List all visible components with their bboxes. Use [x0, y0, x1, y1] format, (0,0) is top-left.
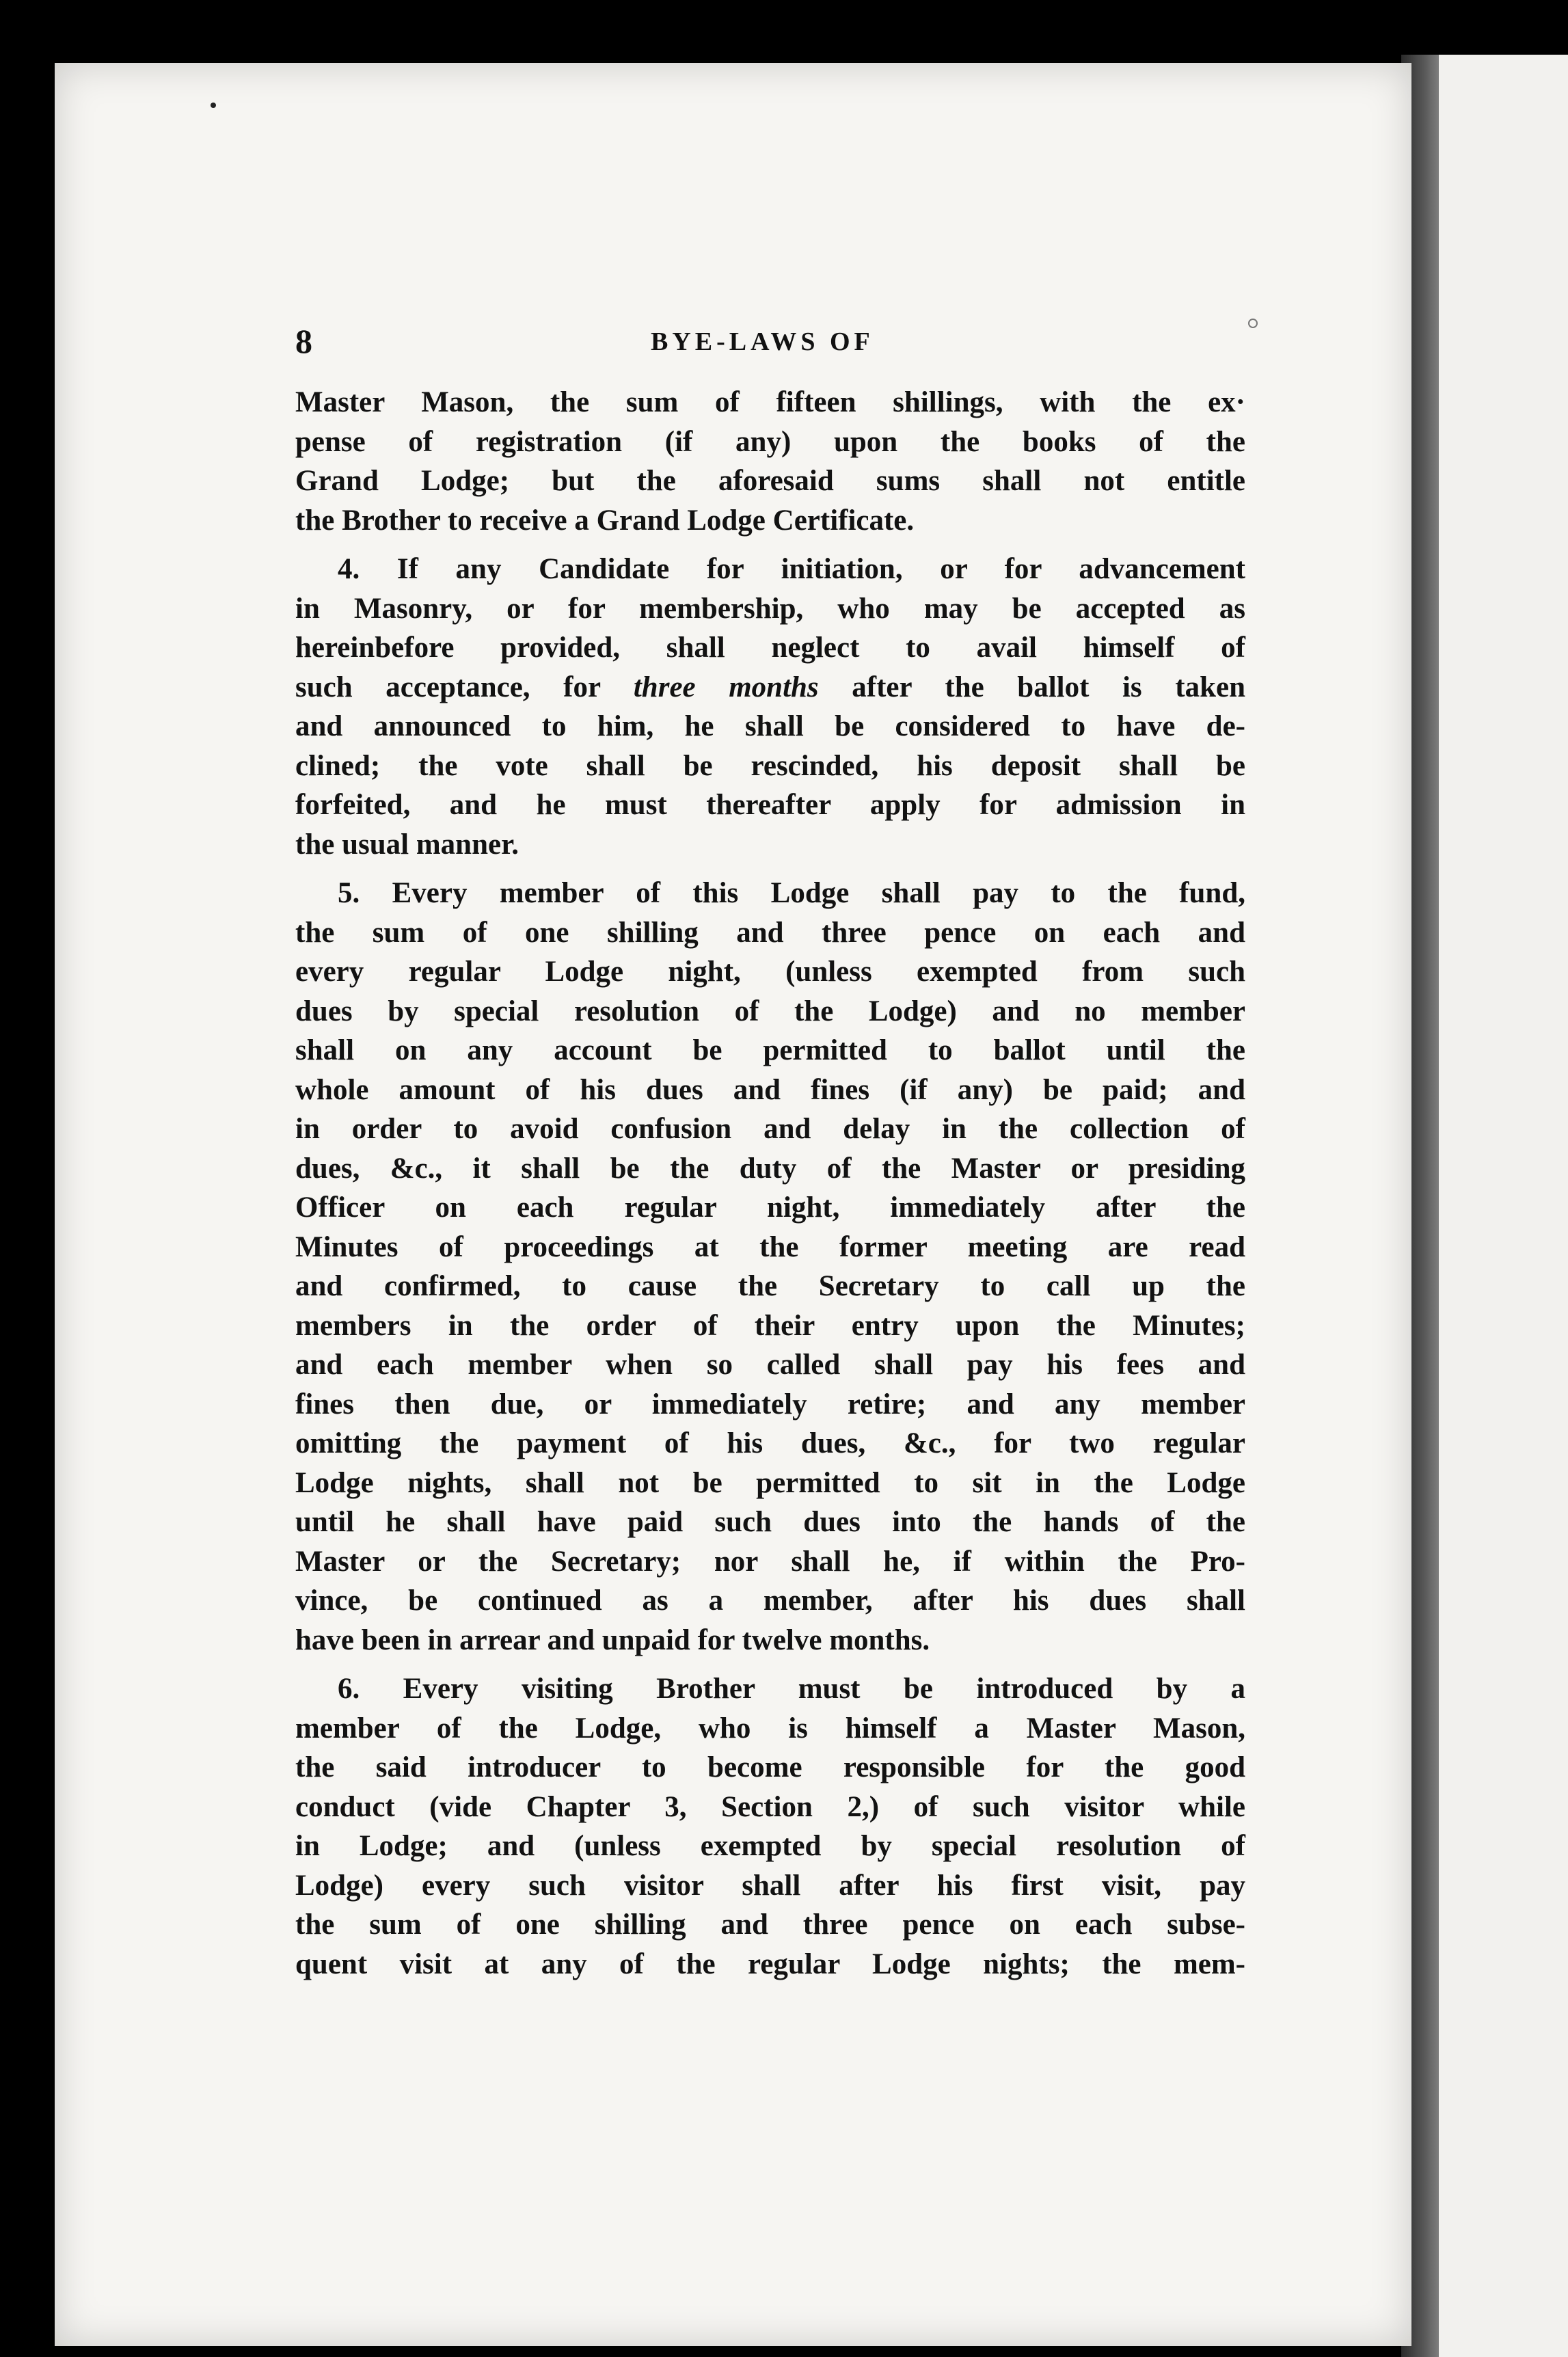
- text-line: such acceptance, for three months after the ballot is taken: [295, 671, 1245, 703]
- text-line: Master or the Secretary; nor shall he, if within the Pro-: [295, 1545, 1245, 1578]
- text-line: and each member when so called shall pay his fees and: [295, 1349, 1245, 1381]
- text-line: Grand Lodge; but the aforesaid sums shall not entitle: [295, 465, 1245, 497]
- text-line: the sum of one shilling and three pence on each and: [295, 916, 1245, 949]
- text-line: in Masonry, or for membership, who may be accepted as: [295, 592, 1245, 625]
- text-line: dues, &c., it shall be the duty of the Master or presiding: [295, 1152, 1245, 1185]
- text-line: members in the order of their entry upon the Minutes;: [295, 1309, 1245, 1342]
- text-line: Minutes of proceedings at the former meeting are read: [295, 1230, 1245, 1263]
- page-header: [295, 321, 1245, 369]
- text-line: in order to avoid confusion and delay in the collection of: [295, 1113, 1245, 1145]
- text-line: the Brother to receive a Grand Lodge Certificate.: [295, 504, 915, 537]
- text-line: member of the Lodge, who is himself a Master Mason,: [295, 1712, 1245, 1745]
- text-line: Master Mason, the sum of fifteen shillings, with the ex·: [295, 386, 1245, 418]
- text-line: whole amount of his dues and fines (if any) be paid; and: [295, 1073, 1245, 1106]
- text-line: every regular Lodge night, (unless exempted from such: [295, 956, 1245, 988]
- text-line: 6. Every visiting Brother must be introduced by a: [338, 1673, 1245, 1705]
- ink-speck: [1248, 319, 1258, 328]
- text-line: clined; the vote shall be rescinded, his deposit shall be: [295, 749, 1245, 782]
- running-head: BYE-LAWS OF: [651, 327, 874, 356]
- text-line: until he shall have paid such dues into the hands of the: [295, 1506, 1245, 1538]
- text-line: forfeited, and he must thereafter apply for admission in: [295, 789, 1245, 821]
- text-line: shall on any account be permitted to ballot until the: [295, 1034, 1245, 1066]
- page-number: 8: [295, 322, 312, 360]
- text-line: the usual manner.: [295, 828, 519, 861]
- text-line: Officer on each regular night, immediately after the: [295, 1191, 1245, 1224]
- text-line: quent visit at any of the regular Lodge nights; the mem-: [295, 1948, 1245, 1980]
- facing-page-edge: [1439, 55, 1568, 2357]
- text-line: pense of registration (if any) upon the books of the: [295, 425, 1245, 458]
- body-text: [295, 383, 1245, 1984]
- text-line: 5. Every member of this Lodge shall pay to the fund,: [338, 877, 1245, 909]
- text-line: vince, be continued as a member, after his dues shall: [295, 1585, 1245, 1617]
- text-line: omitting the payment of his dues, &c., for two regular: [295, 1427, 1245, 1459]
- text-line: Lodge nights, shall not be permitted to sit in the Lodge: [295, 1466, 1245, 1499]
- text-line: fines then due, or immediately retire; and any member: [295, 1388, 1245, 1420]
- text-line: conduct (vide Chapter 3, Section 2,) of such visitor while: [295, 1790, 1245, 1823]
- text-line: and confirmed, to cause the Secretary to call up the: [295, 1270, 1245, 1302]
- text-line: the said introducer to become responsible for the good: [295, 1751, 1245, 1783]
- text-line: and announced to him, he shall be considered to have de-: [295, 710, 1245, 742]
- text-line: hereinbefore provided, shall neglect to avail himself of: [295, 632, 1245, 664]
- text-line: dues by special resolution of the Lodge) and no member: [295, 995, 1245, 1027]
- text-line: the sum of one shilling and three pence on each subse-: [295, 1909, 1245, 1941]
- text-line: Lodge) every such visitor shall after his first visit, pay: [295, 1869, 1245, 1902]
- text-line: 4. If any Candidate for initiation, or for advancement: [338, 553, 1245, 585]
- text-line: in Lodge; and (unless exempted by special resolution of: [295, 1830, 1245, 1862]
- text-line: have been in arrear and unpaid for twelve months.: [295, 1624, 930, 1656]
- ink-speck: [211, 103, 216, 108]
